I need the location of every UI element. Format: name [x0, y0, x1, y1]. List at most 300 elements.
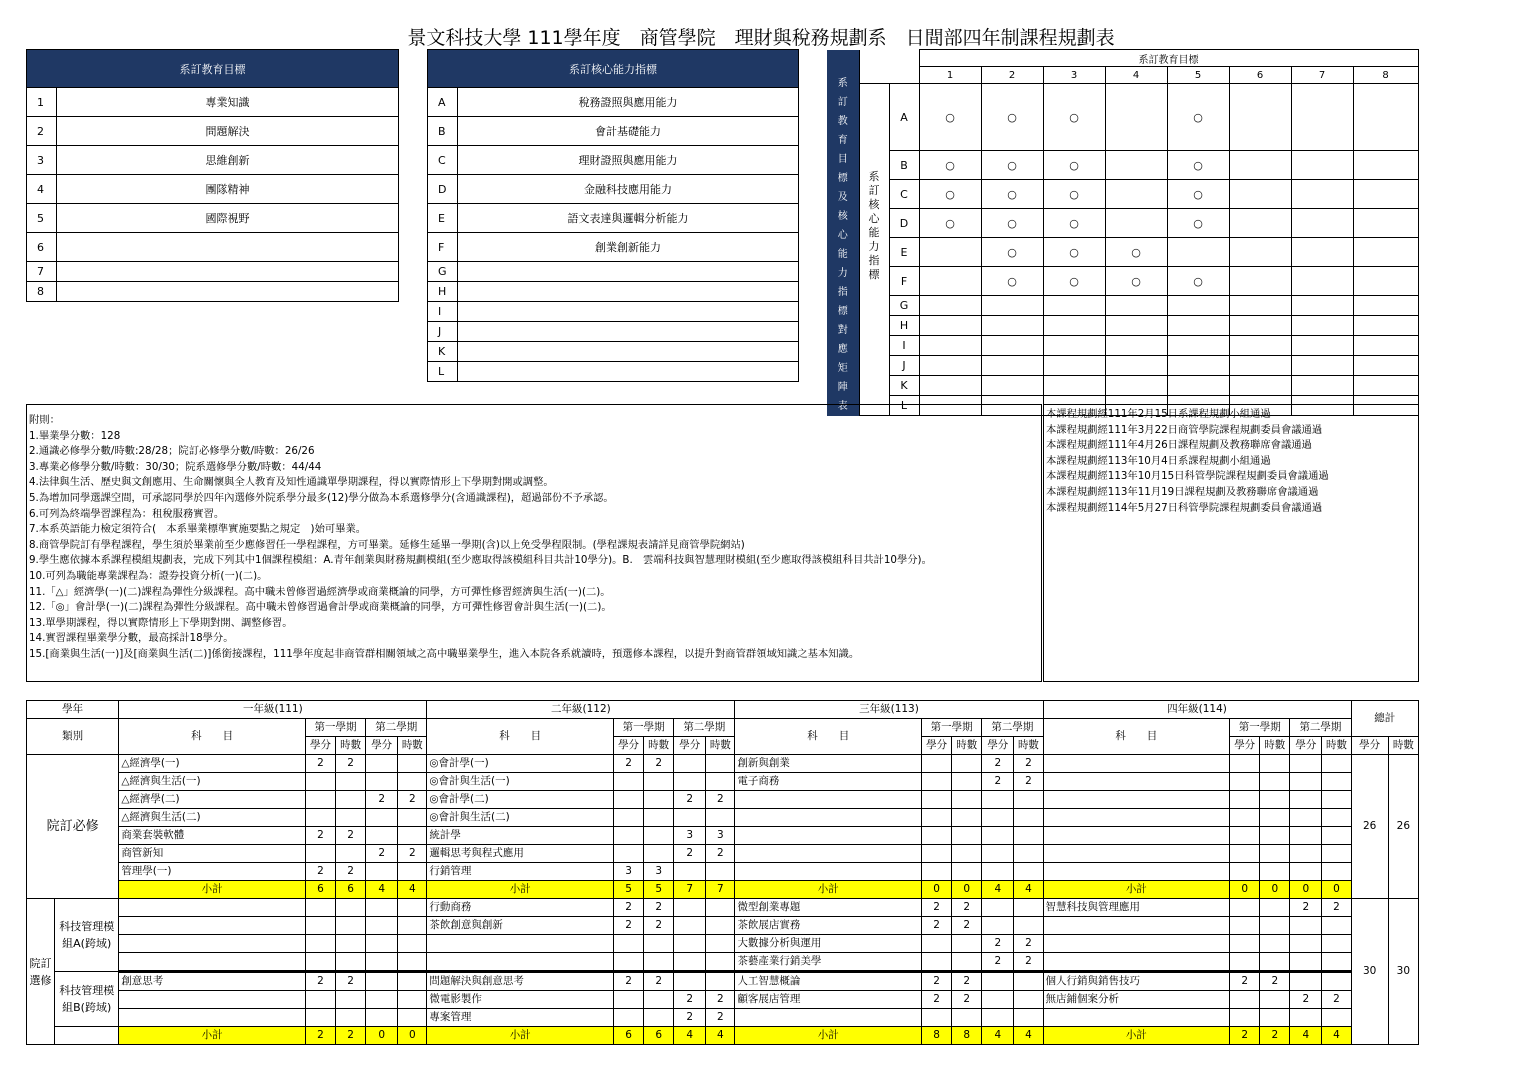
elective-total-credits: 30 [1351, 899, 1388, 1045]
subtotal-value: 0 [1290, 881, 1322, 899]
course-value: 2 [305, 755, 335, 773]
course-name: 邏輯思考與程式應用 [427, 845, 614, 863]
course-row [27, 809, 1419, 827]
course-name [1043, 953, 1230, 972]
matrix-cell [1105, 296, 1167, 316]
course-value [922, 845, 952, 863]
matrix-cell [1105, 336, 1167, 356]
matrix-col-header: 系訂教育目標 [919, 50, 1418, 67]
course-value [922, 773, 952, 791]
matrix-cell [1229, 238, 1291, 267]
category-elective: 院訂選修 [27, 899, 55, 1045]
matrix-cell: ○ [1043, 180, 1105, 209]
header-credit: 學分 [674, 737, 706, 755]
course-value: 2 [1322, 899, 1351, 917]
course-value [336, 991, 366, 1009]
course-value [952, 773, 982, 791]
course-value: 2 [336, 827, 366, 845]
course-value: 2 [706, 845, 735, 863]
matrix-row [827, 84, 1418, 151]
header-subject: 科 目 [119, 719, 306, 755]
ability-text [458, 262, 799, 282]
course-value [398, 809, 427, 827]
note-line: 11.「△」經濟學(一)(二)課程為彈性分級課程。高中職未曾修習過經濟學或商業概論的同學，方可彈性修習經濟與生活(一)(二)。 [29, 585, 611, 598]
course-value [644, 1009, 674, 1027]
ability-row [428, 362, 799, 382]
course-value [922, 755, 952, 773]
matrix-cell [919, 267, 981, 296]
subtotal-value: 5 [614, 881, 644, 899]
course-value [1014, 809, 1043, 827]
matrix-cell [981, 316, 1043, 336]
header-hours: 時數 [644, 737, 674, 755]
course-value [1230, 935, 1260, 953]
matrix-cell [1043, 336, 1105, 356]
course-value: 2 [1014, 935, 1043, 953]
course-value [366, 991, 398, 1009]
goal-number: 8 [27, 282, 57, 302]
matrix-row [827, 238, 1418, 267]
subtotal-value: 6 [336, 881, 366, 899]
course-name: 個人行銷與銷售技巧 [1043, 972, 1230, 991]
course-value [1290, 755, 1322, 773]
course-value: 2 [336, 863, 366, 881]
course-value [1014, 1009, 1043, 1027]
course-row [27, 755, 1419, 773]
subtotal-value: 5 [644, 881, 674, 899]
course-value [674, 917, 706, 935]
course-value [644, 845, 674, 863]
matrix-cell [1167, 336, 1229, 356]
course-value [366, 863, 398, 881]
matrix-cell: ○ [981, 209, 1043, 238]
header-credit: 學分 [1290, 737, 1322, 755]
course-name [1043, 809, 1230, 827]
course-value [1230, 809, 1260, 827]
matrix-row [827, 336, 1418, 356]
note-line: 7.本系英語能力檢定須符合( 本系畢業標準實施要點之規定 )始可畢業。 [29, 523, 367, 536]
course-value: 2 [614, 917, 644, 935]
matrix-row-letter: D [889, 209, 919, 238]
course-name: 行動商務 [427, 899, 614, 917]
course-name [1043, 773, 1230, 791]
course-value [366, 1009, 398, 1027]
header-category: 類別 [27, 719, 119, 755]
course-name: 茶飲創意與創新 [427, 917, 614, 935]
note-line: 8.商管學院訂有學程課程，學生須於畢業前至少應修習任一學程課程，方可畢業。延修生延畢一學期(含)以上免受學程限制。(學程課規表請詳見商管學院網站) [29, 538, 745, 551]
matrix-cell [1291, 356, 1353, 376]
note-line: 附則： [29, 414, 60, 426]
course-row [27, 773, 1419, 791]
course-value: 2 [398, 791, 427, 809]
header-semester-2: 第二學期 [674, 719, 735, 737]
ability-text: 創業創新能力 [458, 233, 799, 262]
header-credit: 學分 [614, 737, 644, 755]
header-credit: 學分 [305, 737, 335, 755]
matrix-cell [1167, 316, 1229, 336]
header-semester-2: 第二學期 [1290, 719, 1351, 737]
approvals-section [1043, 404, 1419, 682]
course-name: ◎會計與生活(一) [427, 773, 614, 791]
ability-text [458, 322, 799, 342]
approval-line: 本課程規劃經114年5月27日科管學院課程規劃委員會議通過 [1046, 501, 1323, 514]
course-value [398, 935, 427, 953]
course-name [1043, 827, 1230, 845]
matrix-col-number: 7 [1291, 67, 1353, 84]
matrix-cell [1291, 336, 1353, 356]
course-value [1260, 791, 1290, 809]
header-semester-1: 第一學期 [1230, 719, 1290, 737]
goal-number: 7 [27, 262, 57, 282]
matrix-row [827, 296, 1418, 316]
course-value [366, 809, 398, 827]
course-value [366, 953, 398, 972]
header-grade: 四年級(114) [1043, 701, 1351, 719]
course-name: ◎會計與生活(二) [427, 809, 614, 827]
course-value: 2 [644, 899, 674, 917]
matrix-row-letter: L [889, 396, 919, 416]
course-name: 顧客展店管理 [735, 991, 922, 1009]
subtotal-blank [55, 1027, 119, 1045]
course-value [982, 845, 1014, 863]
subtotal-value: 4 [706, 1027, 735, 1045]
course-name [119, 991, 306, 1009]
matrix-cell: ○ [1043, 84, 1105, 151]
course-value [982, 809, 1014, 827]
matrix-blank [859, 50, 919, 84]
course-value [398, 917, 427, 935]
course-value [1014, 899, 1043, 917]
course-value [706, 809, 735, 827]
ability-letter: L [428, 362, 458, 382]
course-value: 2 [614, 899, 644, 917]
goal-row [27, 262, 399, 282]
matrix-row-letter: H [889, 316, 919, 336]
course-value [1290, 845, 1322, 863]
course-value [1014, 917, 1043, 935]
matrix-cell [1353, 356, 1418, 376]
course-value: 2 [366, 845, 398, 863]
course-value [1014, 863, 1043, 881]
course-name [735, 863, 922, 881]
course-value [336, 791, 366, 809]
course-value [614, 953, 644, 972]
note-line: 4.法律與生活、歷史與文創應用、生命關懷與全人教育及知性通識單學期課程，得以實際情形上下學期對開或調整。 [29, 476, 554, 489]
course-value [1230, 953, 1260, 972]
course-value: 2 [614, 755, 644, 773]
course-value [1230, 917, 1260, 935]
matrix-cell [1353, 336, 1418, 356]
course-value [1260, 935, 1290, 953]
course-value [1260, 827, 1290, 845]
matrix-cell [1353, 376, 1418, 396]
course-name [119, 1009, 306, 1027]
goal-text: 專業知識 [57, 88, 399, 117]
header-semester-2: 第二學期 [366, 719, 427, 737]
matrix-cell: ○ [1043, 209, 1105, 238]
course-value [1230, 863, 1260, 881]
subtotal-label: 小計 [427, 1027, 614, 1045]
matrix-cell [919, 238, 981, 267]
course-header-row-1 [27, 701, 1419, 719]
course-value: 2 [674, 1009, 706, 1027]
matrix-cell: ○ [919, 180, 981, 209]
matrix-cell [1043, 356, 1105, 376]
course-value: 2 [674, 791, 706, 809]
matrix-cell [1105, 376, 1167, 396]
course-value [1014, 845, 1043, 863]
module-a: 科技管理模組A(跨域) [55, 899, 119, 972]
course-value [398, 991, 427, 1009]
course-name: 統計學 [427, 827, 614, 845]
approval-line: 本課程規劃經111年2月15日系課程規劃小組通過 [1046, 408, 1271, 420]
course-value [336, 809, 366, 827]
matrix-cell [919, 356, 981, 376]
ability-letter: E [428, 204, 458, 233]
course-value [398, 899, 427, 917]
matrix-cell [1105, 180, 1167, 209]
ability-row [428, 146, 799, 175]
ability-text [458, 362, 799, 382]
course-value [1290, 917, 1322, 935]
course-value [1290, 773, 1322, 791]
matrix-cell [1105, 151, 1167, 180]
ability-row [428, 342, 799, 362]
course-value [366, 899, 398, 917]
subtotal-value: 2 [305, 1027, 335, 1045]
course-value [1260, 845, 1290, 863]
goal-text: 團隊精神 [57, 175, 399, 204]
course-value [1290, 827, 1322, 845]
header-credit: 學分 [1351, 737, 1388, 755]
matrix-cell [1353, 238, 1418, 267]
course-value: 2 [1290, 899, 1322, 917]
goal-row [27, 88, 399, 117]
subtotal-value: 6 [305, 881, 335, 899]
course-name [427, 935, 614, 953]
matrix-cell [1291, 376, 1353, 396]
course-value [398, 953, 427, 972]
header-credit: 學分 [922, 737, 952, 755]
course-value [1230, 845, 1260, 863]
course-value [982, 972, 1014, 991]
ability-text [458, 342, 799, 362]
course-value [982, 791, 1014, 809]
matrix-cell [1167, 376, 1229, 396]
course-value [1014, 791, 1043, 809]
course-value [706, 935, 735, 953]
approval-line: 本課程規劃經113年10月4日系課程規劃小組通過 [1046, 454, 1271, 467]
matrix-cell [1291, 238, 1353, 267]
course-value: 2 [952, 972, 982, 991]
ability-letter: D [428, 175, 458, 204]
course-value [366, 935, 398, 953]
course-value [1322, 773, 1351, 791]
subtotal-label: 小計 [1043, 881, 1230, 899]
subtotal-label: 小計 [735, 1027, 922, 1045]
matrix-cell: ○ [1167, 267, 1229, 296]
course-value [398, 755, 427, 773]
matrix-cell [919, 296, 981, 316]
header-credit: 學分 [366, 737, 398, 755]
course-row [27, 791, 1419, 809]
header-subject: 科 目 [427, 719, 614, 755]
ability-text: 稅務證照與應用能力 [458, 88, 799, 117]
course-value [1322, 935, 1351, 953]
course-value [706, 755, 735, 773]
course-row [27, 827, 1419, 845]
ability-letter: K [428, 342, 458, 362]
matrix-cell [981, 376, 1043, 396]
matrix-cell [981, 336, 1043, 356]
course-name: 人工智慧概論 [735, 972, 922, 991]
course-name [427, 953, 614, 972]
subtotal-value: 7 [706, 881, 735, 899]
course-value [644, 809, 674, 827]
matrix-cell [1229, 376, 1291, 396]
course-value [1014, 827, 1043, 845]
course-row [27, 935, 1419, 953]
ability-letter: F [428, 233, 458, 262]
course-value [305, 935, 335, 953]
header-credit: 學分 [1230, 737, 1260, 755]
course-value [952, 845, 982, 863]
course-value [982, 917, 1014, 935]
course-value [1260, 899, 1290, 917]
course-value [1014, 972, 1043, 991]
course-value [1230, 899, 1260, 917]
course-value [674, 755, 706, 773]
subtotal-value: 0 [398, 1027, 427, 1045]
course-value [1322, 863, 1351, 881]
matrix-cell [1229, 336, 1291, 356]
matrix-row-letter: B [889, 151, 919, 180]
course-row [27, 863, 1419, 881]
subtotal-label: 小計 [1043, 1027, 1230, 1045]
ability-row [428, 282, 799, 302]
course-name [1043, 755, 1230, 773]
course-name: ◎會計學(一) [427, 755, 614, 773]
header-subject: 科 目 [1043, 719, 1230, 755]
matrix-cell [1043, 296, 1105, 316]
course-value [982, 1009, 1014, 1027]
course-value: 2 [922, 972, 952, 991]
course-name [735, 827, 922, 845]
course-value: 2 [1260, 972, 1290, 991]
matrix-cell: ○ [919, 84, 981, 151]
matrix-cell: ○ [981, 238, 1043, 267]
course-value: 2 [952, 899, 982, 917]
ability-text: 金融科技應用能力 [458, 175, 799, 204]
matrix-row [827, 356, 1418, 376]
subtotal-value: 8 [952, 1027, 982, 1045]
course-name: 茶藝產業行銷美學 [735, 953, 922, 972]
matrix-cell [1105, 316, 1167, 336]
ability-text: 理財證照與應用能力 [458, 146, 799, 175]
course-name [1043, 845, 1230, 863]
course-value [336, 1009, 366, 1027]
matrix-cell: ○ [1167, 151, 1229, 180]
course-name: 商管新知 [119, 845, 306, 863]
goal-text [57, 233, 399, 262]
matrix-cell: ○ [981, 151, 1043, 180]
course-row [27, 972, 1419, 991]
course-name [1043, 1009, 1230, 1027]
course-name [1043, 917, 1230, 935]
course-value [922, 935, 952, 953]
matrix-cell [1229, 356, 1291, 376]
matrix-row-letter: K [889, 376, 919, 396]
course-name: △經濟與生活(二) [119, 809, 306, 827]
approval-line: 本課程規劃經111年3月22日商管學院課程規劃委員會議通過 [1046, 423, 1323, 436]
course-name: 問題解決與創意思考 [427, 972, 614, 991]
course-value: 2 [1014, 953, 1043, 972]
matrix-cell [1167, 238, 1229, 267]
course-value [1290, 809, 1322, 827]
course-value [952, 953, 982, 972]
course-value [366, 827, 398, 845]
matrix-cell [1229, 296, 1291, 316]
header-semester-2: 第二學期 [982, 719, 1043, 737]
course-value: 2 [674, 845, 706, 863]
course-value: 2 [305, 972, 335, 991]
matrix-cell [1105, 209, 1167, 238]
note-line: 3.專業必修學分數/時數：30/30；院系選修學分數/時數：44/44 [29, 460, 322, 473]
header-hours: 時數 [336, 737, 366, 755]
matrix-cell [1353, 296, 1418, 316]
subtotal-value: 2 [336, 1027, 366, 1045]
course-value [1322, 953, 1351, 972]
course-value: 2 [644, 755, 674, 773]
course-value [305, 991, 335, 1009]
matrix-cell [1229, 267, 1291, 296]
course-value [336, 899, 366, 917]
matrix-cell [1353, 151, 1418, 180]
course-value [1322, 791, 1351, 809]
subtotal-value: 7 [674, 881, 706, 899]
matrix-cell: ○ [1167, 84, 1229, 151]
goal-row [27, 175, 399, 204]
course-value: 3 [644, 863, 674, 881]
course-value [706, 773, 735, 791]
course-header-row-2 [27, 719, 1419, 737]
course-value [305, 773, 335, 791]
course-value [305, 845, 335, 863]
course-name: 智慧科技與管理應用 [1043, 899, 1230, 917]
subtotal-label: 小計 [735, 881, 922, 899]
course-plan-table [26, 700, 1419, 1045]
subtotal-value: 6 [614, 1027, 644, 1045]
matrix-cell [1229, 151, 1291, 180]
course-value [644, 791, 674, 809]
goal-ability-matrix [827, 49, 1419, 416]
note-line: 15.[商業與生活(一)]及[商業與生活(二)]係銜接課程，111學年度起非商管群相關領域之高中職畢業學生，進入本院各系就讀時，預選修本課程，以提升對商管群領域知識之基本知識。 [29, 647, 860, 660]
ability-row [428, 204, 799, 233]
elective-subtotal-row [27, 1027, 1419, 1045]
course-name: 管理學(一) [119, 863, 306, 881]
course-name: ◎會計學(二) [427, 791, 614, 809]
course-value [644, 773, 674, 791]
header-semester-1: 第一學期 [922, 719, 982, 737]
required-total-credits: 26 [1351, 755, 1388, 899]
matrix-cell [919, 316, 981, 336]
matrix-cell [1353, 316, 1418, 336]
matrix-col-number: 3 [1043, 67, 1105, 84]
matrix-cell [1353, 267, 1418, 296]
course-value: 3 [706, 827, 735, 845]
course-value [398, 773, 427, 791]
course-row [27, 953, 1419, 972]
